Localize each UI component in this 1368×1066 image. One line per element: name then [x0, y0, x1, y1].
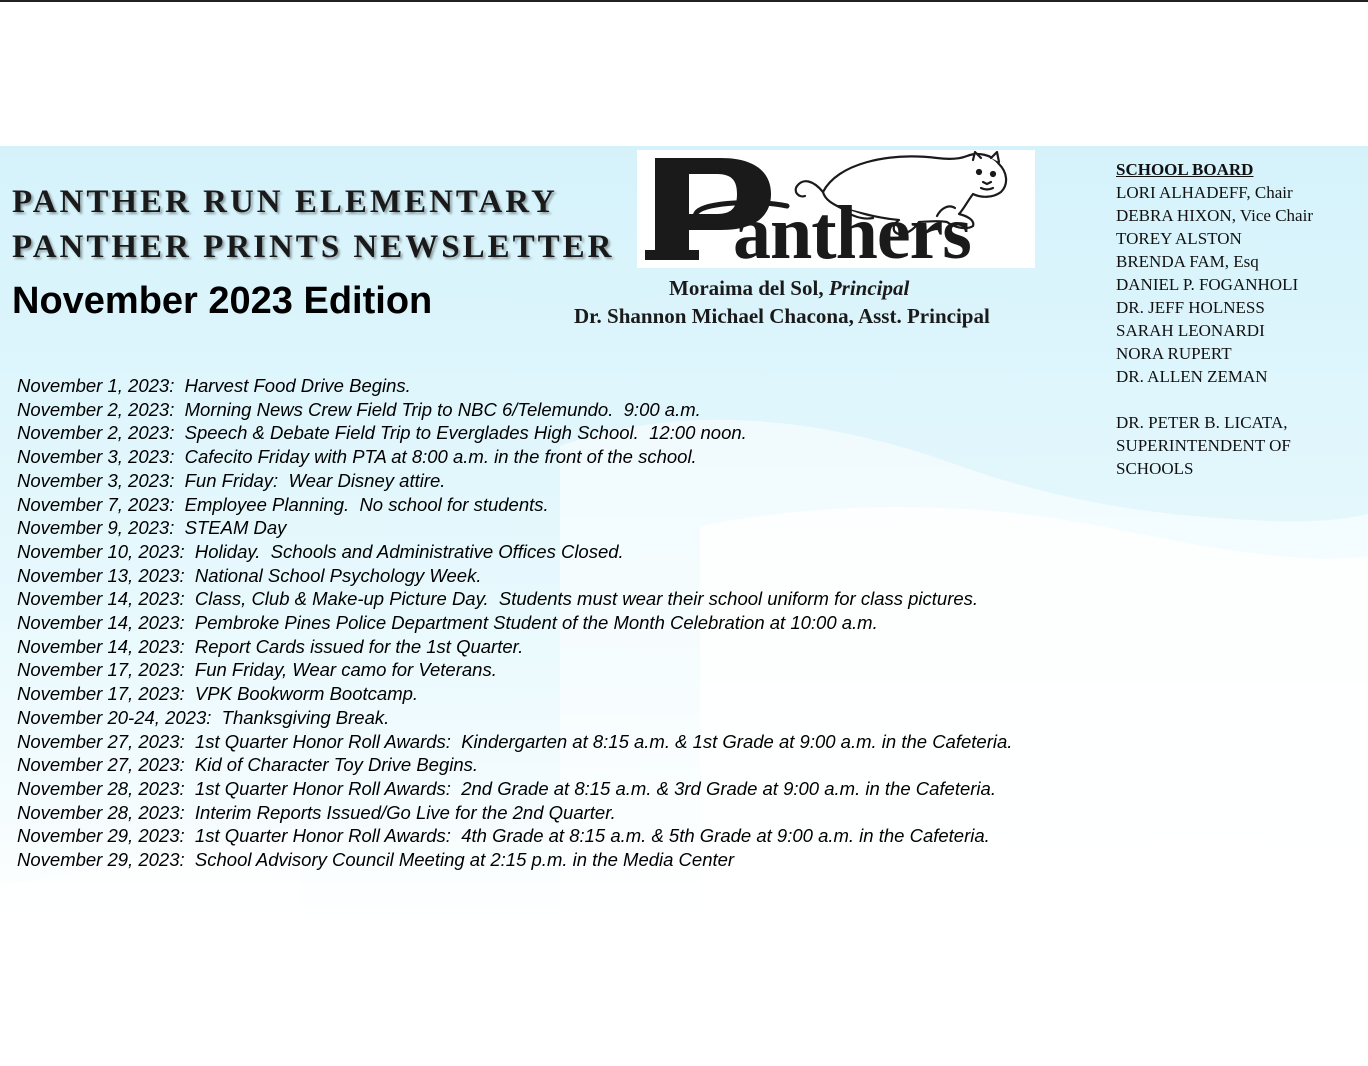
top-rule: [0, 0, 1368, 2]
board-member: BRENDA FAM, Esq: [1116, 252, 1259, 271]
event-item: November 20-24, 2023: Thanksgiving Break.: [17, 706, 390, 728]
panthers-logo: [637, 150, 1035, 268]
newsletter-title: PANTHER PRINTS NEWSLETTER: [12, 229, 615, 265]
board-member: DR. ALLEN ZEMAN: [1116, 367, 1268, 386]
svg-text:anthers: anthers: [733, 191, 971, 268]
school-name-heading: PANTHER RUN ELEMENTARY: [12, 184, 558, 220]
superintendent-line: DR. PETER B. LICATA,: [1116, 413, 1288, 432]
event-item: November 3, 2023: Cafecito Friday with PTA at 8:00 a.m. in the front of the school.: [17, 446, 697, 468]
principal-title: Principal: [828, 276, 910, 300]
board-member: DR. JEFF HOLNESS: [1116, 298, 1265, 317]
event-item: November 13, 2023: National School Psychology Week.: [17, 564, 482, 586]
board-member: SARAH LEONARDI: [1116, 321, 1265, 340]
board-member: DEBRA HIXON, Vice Chair: [1116, 206, 1313, 225]
superintendent-line: SCHOOLS: [1116, 459, 1194, 478]
board-spacer: [1116, 388, 1313, 411]
event-item: November 10, 2023: Holiday. Schools and Administrative Offices Closed.: [17, 540, 624, 562]
asst-principal-line: Dr. Shannon Michael Chacona, Asst. Principal: [574, 304, 990, 328]
superintendent-line: SUPERINTENDENT OF: [1116, 436, 1291, 455]
event-item: November 28, 2023: Interim Reports Issued/Go Live for the 2nd Quarter.: [17, 801, 616, 823]
board-member: TOREY ALSTON: [1116, 229, 1242, 248]
event-item: November 14, 2023: Class, Club & Make-up Picture Day. Students must wear their school uniform for class pictures.: [17, 588, 979, 610]
edition-title: November 2023 Edition: [12, 280, 433, 322]
event-item: November 17, 2023: Fun Friday, Wear camo for Veterans.: [17, 659, 497, 681]
event-item: November 28, 2023: 1st Quarter Honor Roll Awards: 2nd Grade at 8:15 a.m. & 3rd Grade at 9:00 a.m. in the Cafeteria.: [17, 777, 996, 799]
principal-line: [669, 276, 909, 301]
school-board-list: [1116, 158, 1313, 480]
event-item: November 7, 2023: Employee Planning. No school for students.: [17, 493, 549, 515]
event-item: November 17, 2023: VPK Bookworm Bootcamp.: [17, 683, 419, 705]
event-item: November 14, 2023: Pembroke Pines Police Department Student of the Month Celebration at 10:00 a.m.: [17, 612, 878, 634]
event-item: November 9, 2023: STEAM Day: [17, 517, 287, 539]
event-item: November 14, 2023: Report Cards issued for the 1st Quarter.: [17, 635, 524, 657]
principal-name: Moraima del Sol,: [669, 276, 824, 300]
board-member: LORI ALHADEFF, Chair: [1116, 183, 1293, 202]
school-board-title: SCHOOL BOARD: [1116, 160, 1254, 179]
event-item: November 29, 2023: 1st Quarter Honor Roll Awards: 4th Grade at 8:15 a.m. & 5th Grade at 9:00 a.m. in the Cafeteria.: [17, 825, 990, 847]
event-item: November 29, 2023: School Advisory Council Meeting at 2:15 p.m. in the Media Center: [17, 849, 735, 871]
event-item: November 27, 2023: 1st Quarter Honor Roll Awards: Kindergarten at 8:15 a.m. & 1st Grade at 9:00 a.m. in the Cafeteria.: [17, 730, 1013, 752]
event-item: November 2, 2023: Speech & Debate Field Trip to Everglades High School. 12:00 noon.: [17, 422, 747, 444]
board-member: NORA RUPERT: [1116, 344, 1232, 363]
board-member: DANIEL P. FOGANHOLI: [1116, 275, 1299, 294]
event-item: November 3, 2023: Fun Friday: Wear Disney attire.: [17, 469, 446, 491]
event-item: November 1, 2023: Harvest Food Drive Begins.: [17, 375, 411, 396]
event-item: November 27, 2023: Kid of Character Toy Drive Begins.: [17, 754, 479, 776]
events-list: [17, 374, 1012, 872]
event-item: November 2, 2023: Morning News Crew Field Trip to NBC 6/Telemundo. 9:00 a.m.: [17, 398, 701, 420]
